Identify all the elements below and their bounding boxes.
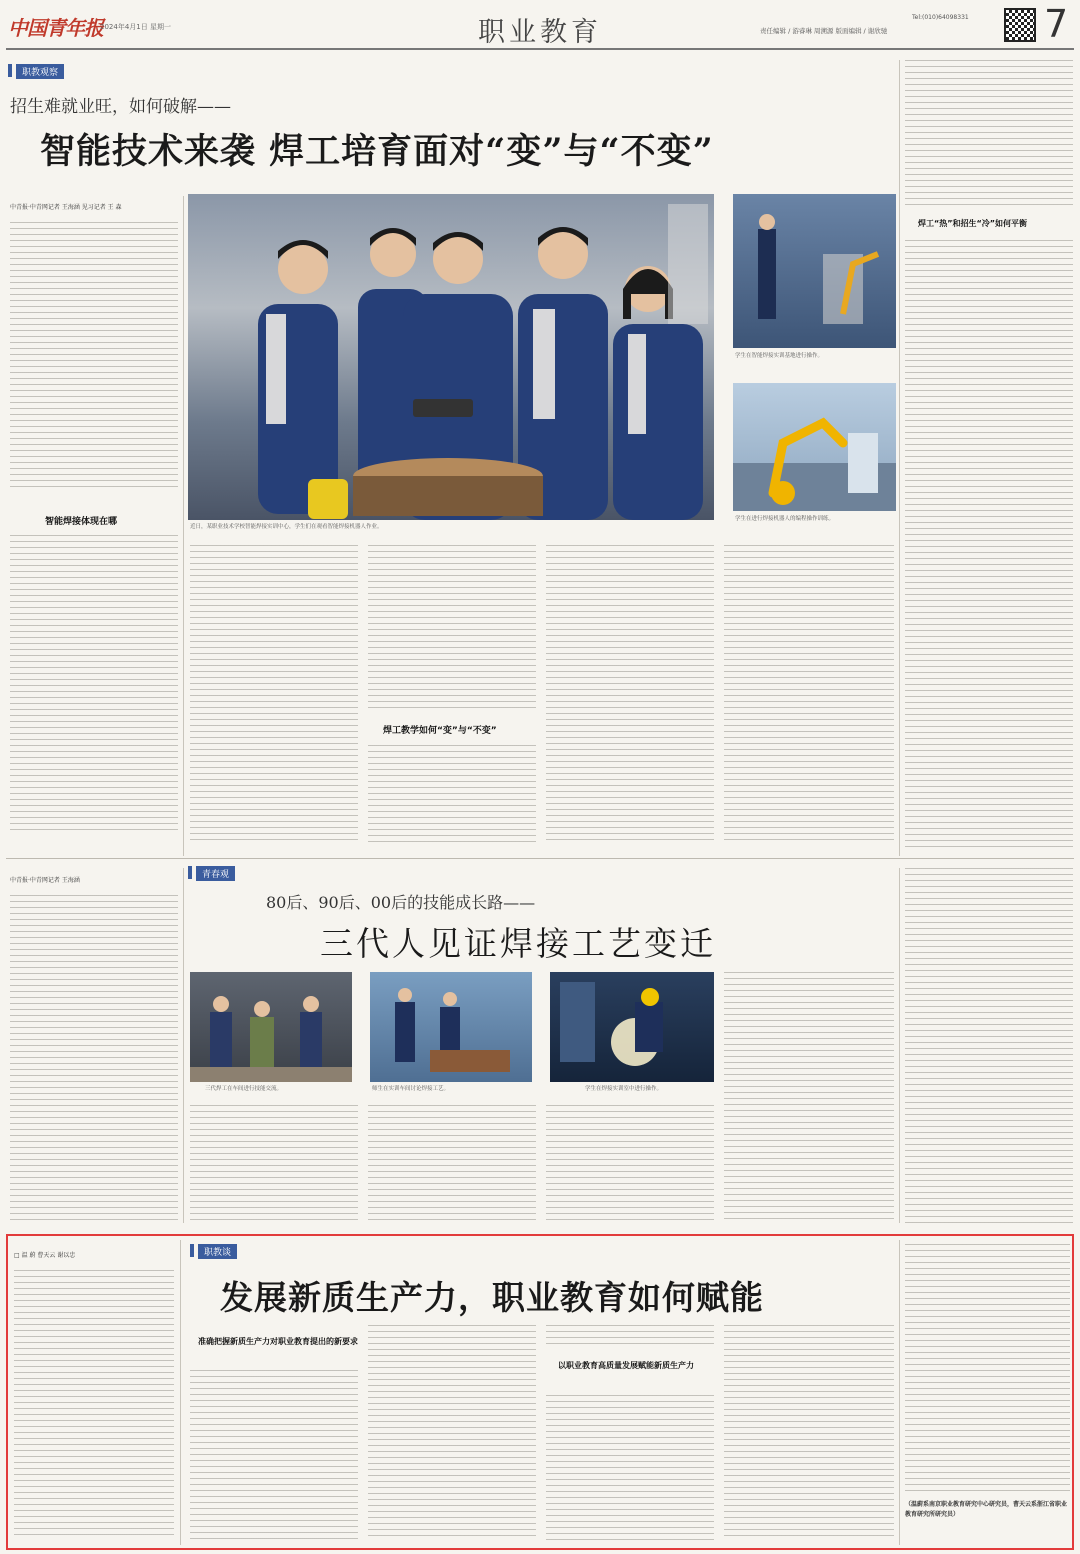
bottom-col-e [905, 1244, 1070, 1494]
column-rule [899, 1240, 900, 1545]
right-photo-1 [733, 194, 896, 348]
bottom-col-b [368, 1325, 536, 1540]
column-rule [180, 1240, 181, 1545]
bottom-byline: □ 温 蔚 曹天云 谢以忠 [14, 1252, 76, 1259]
section-tag: 职教观察 [16, 64, 64, 79]
middle-photo-2-caption: 师生在实训车间讨论焊接工艺。 [372, 1086, 450, 1092]
middle-tag-marker [188, 866, 192, 879]
masthead-rule [6, 48, 1074, 50]
section-title: 职业教育 [478, 17, 602, 48]
main-photo-caption: 近日，某职业技术学校智能焊接实训中心，学生们在观看智能焊接机器人作业。 [190, 524, 383, 530]
students-illustration [188, 194, 714, 520]
bottom-col-c1 [546, 1325, 714, 1345]
middle-photo-2 [370, 972, 532, 1082]
middle-headline: 三代人见证焊接工艺变迁 [320, 924, 716, 963]
left-column-text-2 [10, 535, 178, 835]
middle-col-b [368, 1105, 536, 1220]
column-text-b [368, 545, 536, 710]
bottom-headline: 发展新质生产力，职业教育如何赋能 [220, 1278, 764, 1317]
welding-illustration [550, 972, 714, 1082]
yellow-robot-illustration [733, 383, 896, 511]
article-byline: 中青报·中青网记者 王海涵 见习记者 王 森 [10, 204, 122, 211]
column-rule [183, 868, 184, 1223]
middle-col-e [905, 868, 1073, 1223]
column-text-d [546, 545, 714, 845]
bottom-col-a [190, 1370, 358, 1540]
workers-illustration [190, 972, 352, 1082]
right-column-text-top [905, 60, 1073, 210]
editor-credits: 责任编辑 / 游睿琳 周溯源 版面编辑 / 谢欣驰 [760, 27, 888, 35]
left-column-text-1 [10, 222, 178, 492]
middle-photo-1 [190, 972, 352, 1082]
masthead [0, 0, 1080, 50]
classroom-illustration [370, 972, 532, 1082]
bottom-subhead-1: 准确把握新质生产力对职业教育提出的新要求 [198, 1337, 358, 1346]
bottom-subhead-2: 以职业教育高质量发展赋能新质生产力 [558, 1361, 694, 1370]
article-headline: 智能技术来袭 焊工培育面对“变”与“不变” [40, 131, 714, 172]
newspaper-logo: 中国青年报 [8, 16, 103, 40]
middle-kicker: 80后、90后、00后的技能成长路—— [266, 893, 536, 912]
middle-col-a [190, 1105, 358, 1220]
column-rule [899, 60, 900, 856]
middle-byline: 中青报·中青网记者 王海涵 [10, 877, 80, 884]
column-text-e [724, 545, 894, 845]
middle-section-tag: 青春观 [196, 866, 235, 881]
right-photo-2 [733, 383, 896, 511]
subhead-smart-welding: 智能焊接体现在哪 [45, 517, 118, 527]
middle-photo-3-caption: 学生在焊接实训室中进行操作。 [585, 1086, 663, 1092]
middle-photo-3 [550, 972, 714, 1082]
main-photo [188, 194, 714, 520]
middle-col-c [546, 1105, 714, 1220]
subhead-recruitment: 焊工“热”和招生“冷”如何平衡 [918, 219, 1028, 228]
article-kicker: 招生难就业旺，如何破解—— [10, 97, 231, 117]
bottom-section-tag: 职教谈 [198, 1244, 237, 1259]
middle-photo-1-caption: 三代焊工在车间进行技能交流。 [205, 1086, 283, 1092]
right-column-text-mid [905, 240, 1073, 850]
bottom-col-d [724, 1325, 894, 1540]
middle-left-text [10, 895, 178, 1220]
tag-marker [8, 64, 12, 77]
issue-date: 2024年4月1日 星期一 [100, 23, 171, 31]
robot-arm-illustration [733, 194, 896, 348]
bottom-col-c2 [546, 1395, 714, 1540]
right-photo-1-caption: 学生在智能焊接实训基地进行操作。 [735, 353, 824, 359]
column-text-c [368, 745, 536, 845]
bottom-tag-marker [190, 1244, 194, 1257]
section-divider-1 [6, 858, 1074, 859]
author-note: （温蔚系南京职业教育研究中心研究员，曹天云系浙江省职业教育研究所研究员） [905, 1501, 1068, 1518]
column-text-a [190, 545, 358, 845]
page-number: 7 [1044, 2, 1069, 46]
column-rule [899, 868, 900, 1223]
qr-code-icon [1004, 8, 1036, 42]
middle-col-d [724, 972, 894, 1222]
right-photo-2-caption: 学生在进行焊接机器人的编程操作训练。 [735, 516, 835, 522]
subhead-teaching: 焊工教学如何“变”与“不变” [383, 726, 497, 736]
bottom-left-text [14, 1270, 174, 1540]
column-rule [183, 196, 184, 856]
telephone: Tel:(010)64098331 [912, 14, 969, 21]
